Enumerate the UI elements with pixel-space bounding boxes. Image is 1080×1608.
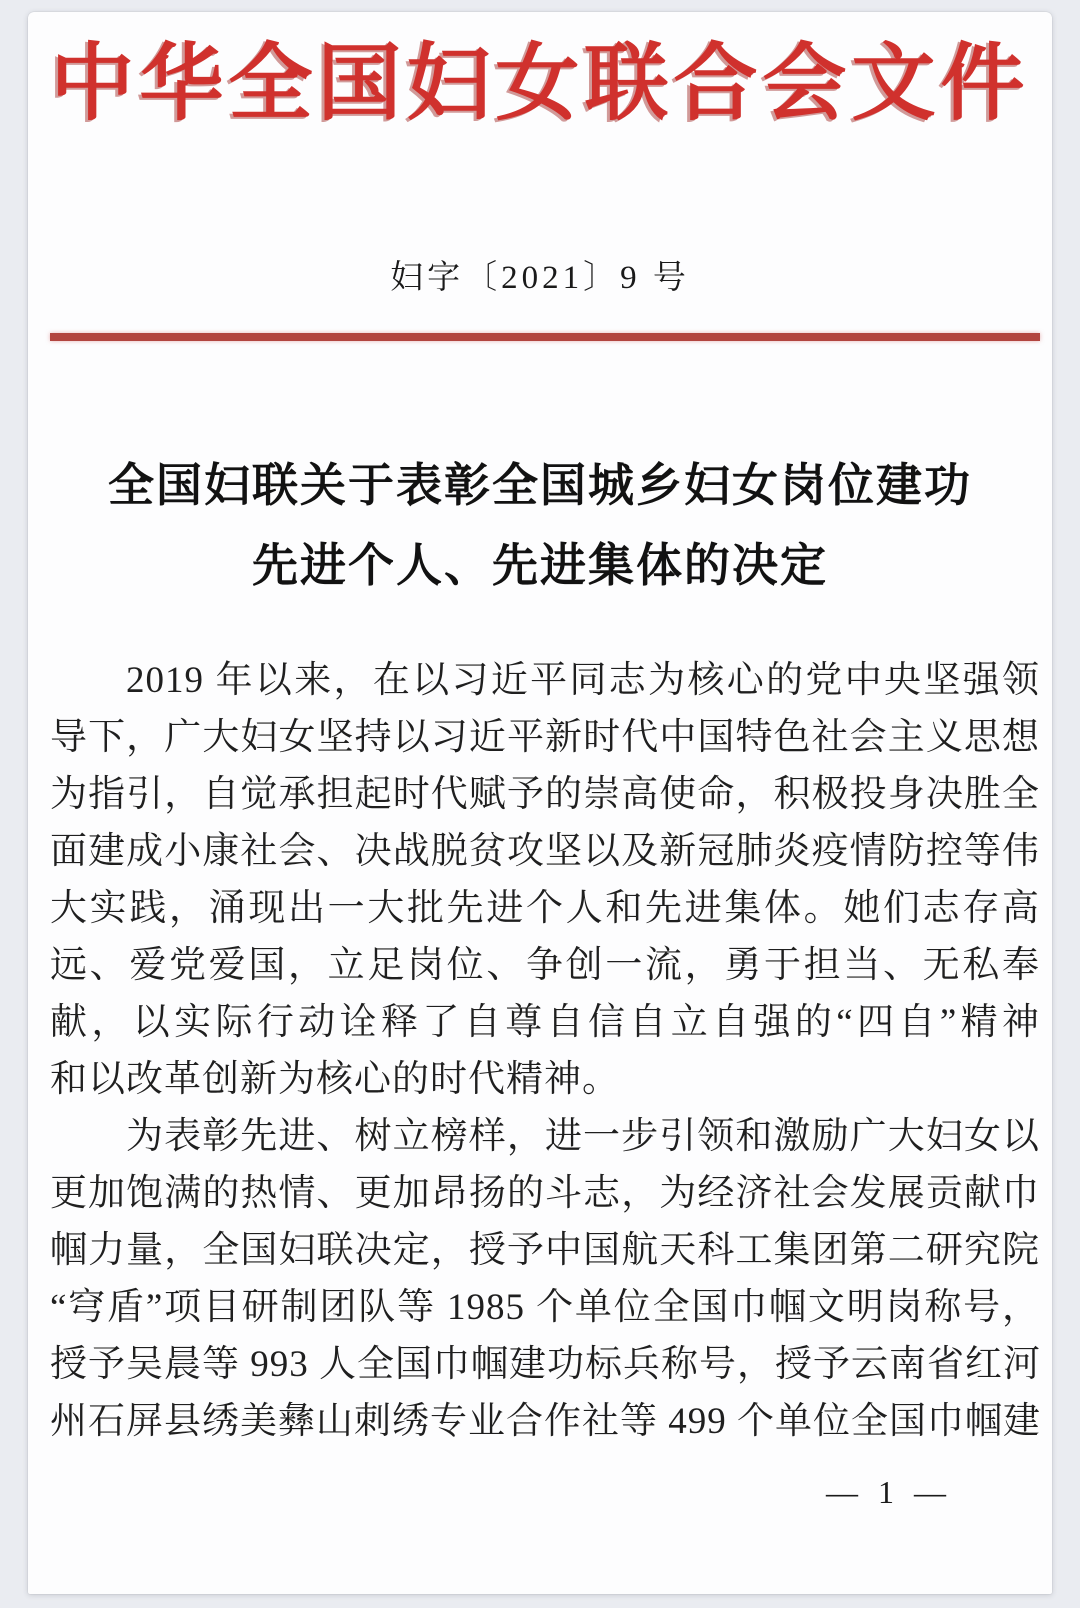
paragraph-line: 州石屏县绣美彝山刺绣专业合作社等 499 个单位全国巾帼建 bbox=[50, 1401, 1041, 1442]
paragraph-line: 导下，广大妇女坚持以习近平新时代中国特色社会主义思想 bbox=[50, 717, 1040, 758]
document-title-line2: 先进个人、先进集体的决定 bbox=[252, 540, 828, 591]
document-page bbox=[28, 12, 1052, 1594]
paragraph-line: 为表彰先进、树立榜样，进一步引领和激励广大妇女以 bbox=[126, 1116, 1040, 1157]
paragraph-line: 更加饱满的热情、更加昂扬的斗志，为经济社会发展贡献巾 bbox=[50, 1173, 1040, 1214]
document-title bbox=[28, 446, 1052, 606]
body-paragraph-2 bbox=[50, 1108, 1040, 1450]
paragraph-line: 授予吴晨等 993 人全国巾帼建功标兵称号，授予云南省红河 bbox=[50, 1344, 1041, 1385]
document-title-line1: 全国妇联关于表彰全国城乡妇女岗位建功 bbox=[108, 460, 972, 511]
paragraph-line: “穹盾”项目研制团队等 1985 个单位全国巾帼文明岗称号， bbox=[50, 1287, 1040, 1328]
red-separator-line bbox=[50, 333, 1040, 341]
paragraph-line: 为指引，自觉承担起时代赋予的崇高使命，积极投身决胜全 bbox=[50, 774, 1040, 815]
page-number: — 1 — bbox=[826, 1474, 952, 1510]
paragraph-line: 远、爱党爱国，立足岗位、争创一流，勇于担当、无私奉 bbox=[50, 945, 1040, 986]
paragraph-line: 2019 年以来，在以习近平同志为核心的党中央坚强领 bbox=[126, 660, 1040, 701]
paragraph-line: 和以改革创新为核心的时代精神。 bbox=[50, 1059, 620, 1100]
paragraph-line: 大实践，涌现出一大批先进个人和先进集体。她们志存高 bbox=[50, 888, 1040, 929]
document-body bbox=[50, 652, 1040, 1450]
document-number: 妇字〔2021〕9 号 bbox=[390, 260, 690, 296]
document-header-title: 中华全国妇女联合会文件 bbox=[50, 38, 1030, 131]
paragraph-line: 帼力量，全国妇联决定，授予中国航天科工集团第二研究院 bbox=[50, 1230, 1040, 1271]
paragraph-line: 献，以实际行动诠释了自尊自信自立自强的“四自”精神 bbox=[50, 1002, 1040, 1043]
body-paragraph-1 bbox=[50, 652, 1040, 1108]
paragraph-line: 面建成小康社会、决战脱贫攻坚以及新冠肺炎疫情防控等伟 bbox=[50, 831, 1040, 872]
